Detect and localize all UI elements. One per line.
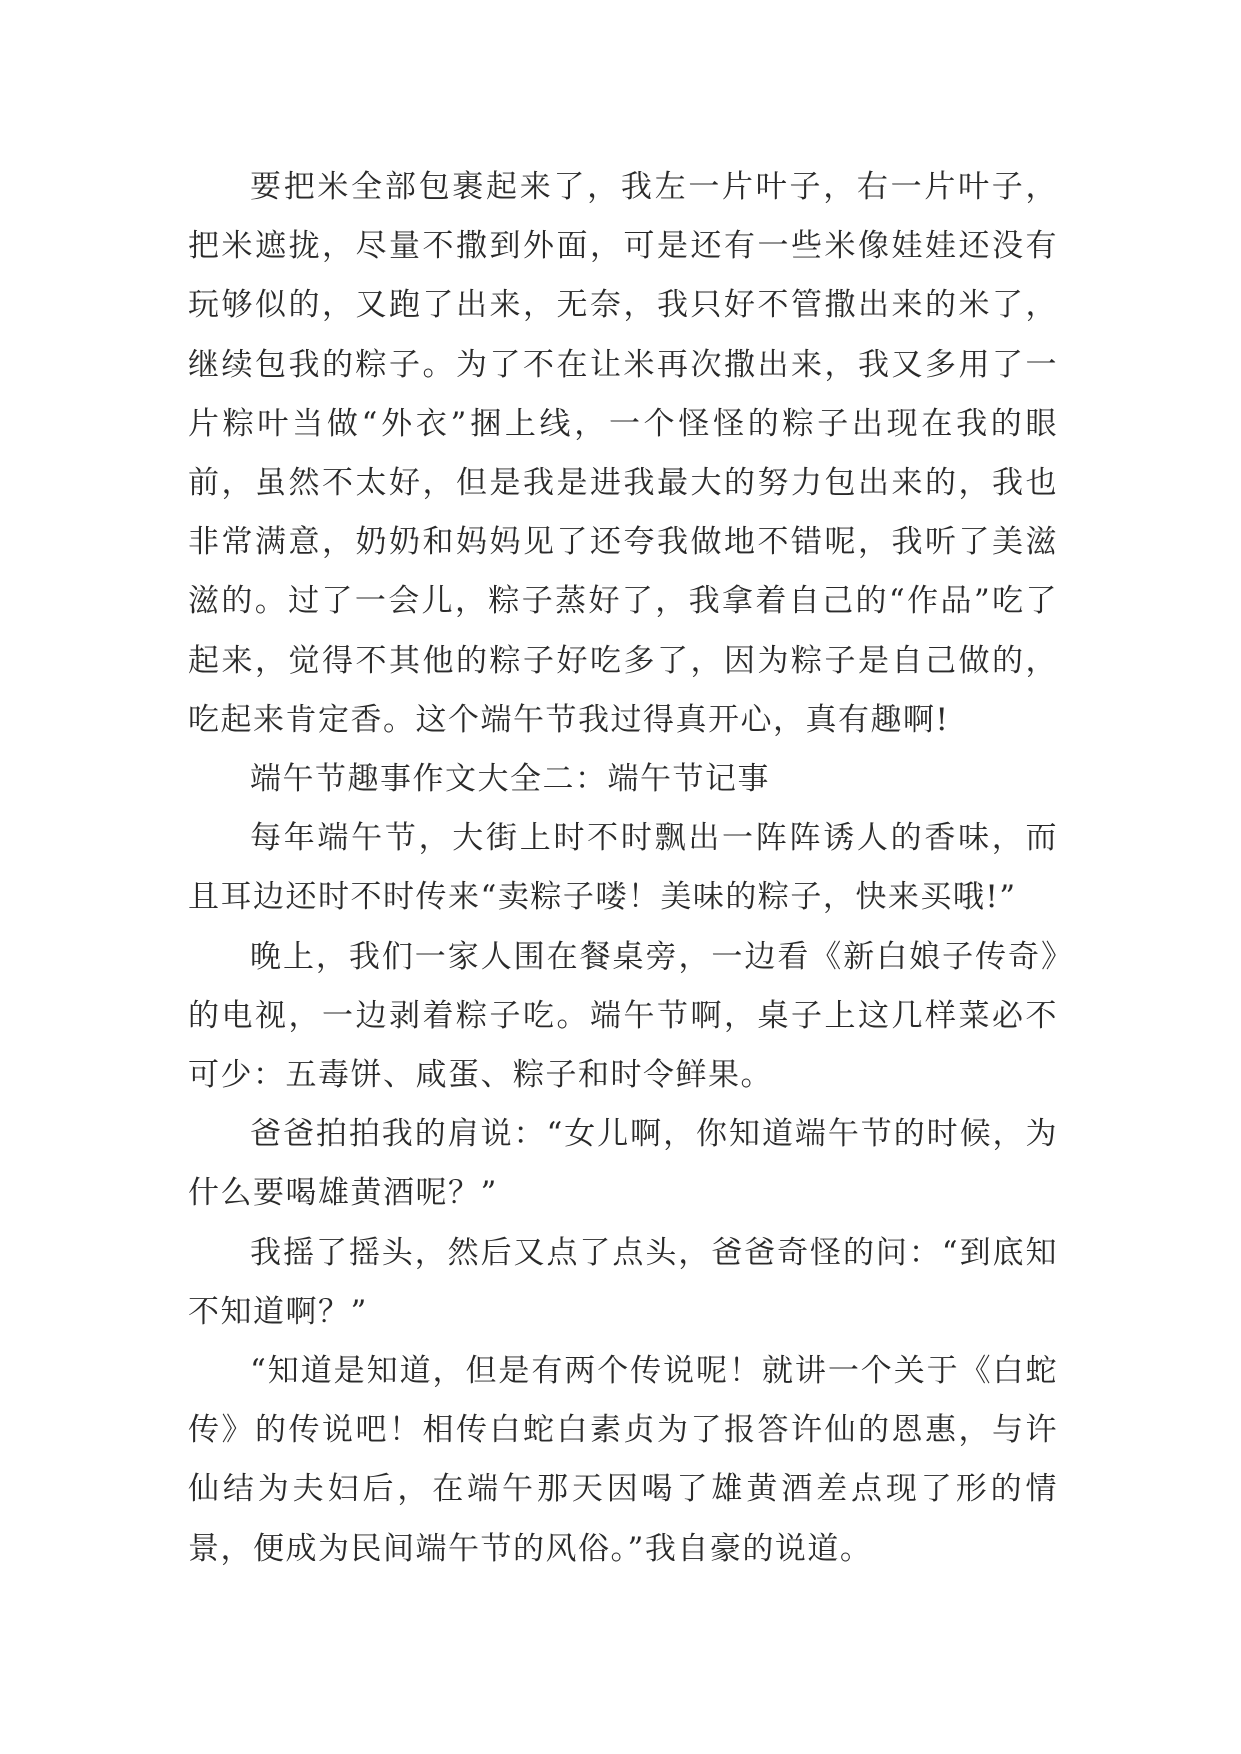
paragraph-dinner-table: 晚上，我们一家人围在餐桌旁，一边看《新白娘子传奇》的电视，一边剥着粽子吃。端午节啊，桌子上这几样菜必不可少：五毒饼、咸蛋、粽子和时令鲜果。 xyxy=(188,938,1058,1094)
paragraph-father-question: 爸爸拍拍我的肩说：“女儿啊，你知道端午节的时候，为什么要喝雄黄酒呢？” xyxy=(188,1116,1058,1212)
paragraph-zongzi-wrapping: 要把米全部包裹起来了，我左一片叶子，右一片叶子，把米遮拢，尽量不撒到外面，可是还有一些米像娃娃还没有玩够似的，又跑了出来，无奈，我只好不管撒出来的米了，继续包我的粽子。为了不在让米再次撒出来，我又多用了一片粽叶当做“外衣”捆上线，一个怪怪的粽子出现在我的眼前，虽然不太好，但是我是进我最大的努力包出来的，我也非常满意，奶奶和妈妈见了还夸我做地不错呢，我听了美滋滋的。过了一会儿，粽子蒸好了，我拿着自己的“作品”吃了起来，觉得不其他的粽子好吃多了，因为粽子是自己做的，吃起来肯定香。这个端午节我过得真开心，真有趣啊! xyxy=(188,169,1058,738)
document-body xyxy=(188,158,1058,1579)
section-heading: 端午节趣事作文大全二：端午节记事 xyxy=(250,761,770,798)
paragraph-nod-shake: 我摇了摇头，然后又点了点头，爸爸奇怪的问：“到底知不知道啊？” xyxy=(188,1234,1058,1330)
paragraph-white-snake-legend: “知道是知道，但是有两个传说呢！就讲一个关于《白蛇传》的传说吧！相传白蛇白素贞为了报答许仙的恩惠，与许仙结为夫妇后，在端午那天因喝了雄黄酒差点现了形的情景，便成为民间端午节的风俗。”我自豪的说道。 xyxy=(188,1353,1058,1567)
paragraph-street-aroma: 每年端午节，大街上时不时飘出一阵阵诱人的香味，而且耳边还时不时传来“卖粽子喽！美味的粽子，快来买哦!” xyxy=(188,820,1058,916)
